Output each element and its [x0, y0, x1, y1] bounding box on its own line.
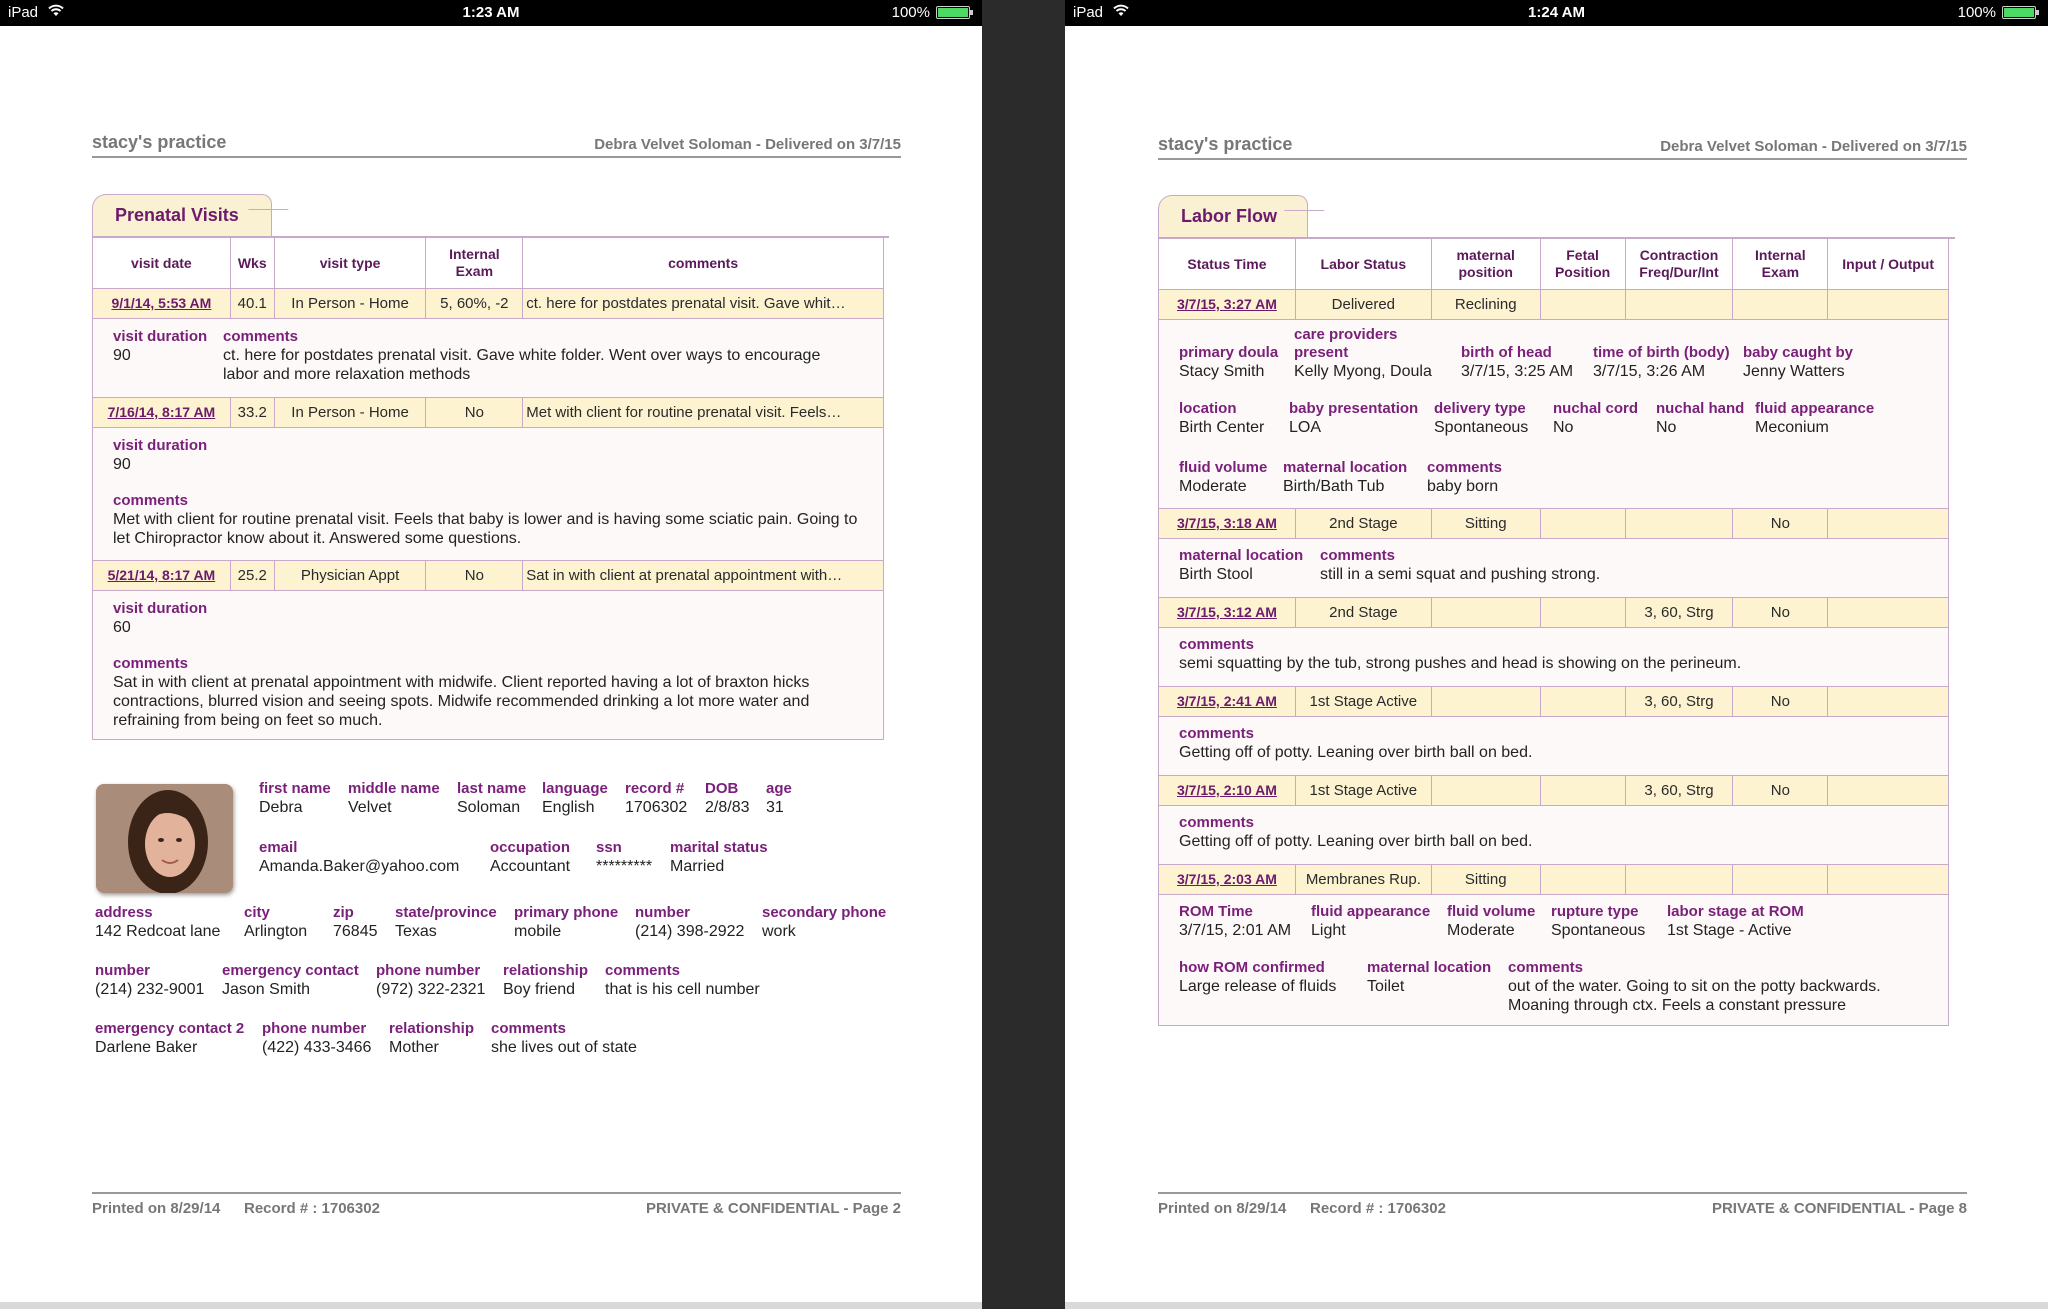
field-label: visit duration	[113, 600, 208, 617]
contraction-cell: 3, 60, Strg	[1625, 687, 1733, 717]
page-footer	[1158, 1192, 1967, 1217]
field-value: Velvet	[348, 799, 392, 816]
field-value: Stacy Smith	[1179, 363, 1265, 380]
field-value: ct. here for postdates prenatal visit. Gave white folder. Went over ways to encourage labor and more relaxation methods	[223, 347, 821, 383]
field-value: Toilet	[1367, 978, 1405, 995]
field-label: relationship	[503, 962, 589, 979]
maternal-position-cell	[1431, 687, 1540, 717]
field-label: baby presentation	[1289, 400, 1419, 417]
field-label: time of birth (body)	[1593, 344, 1730, 361]
right-ipad-screen	[1065, 0, 2048, 1309]
battery-percent: 100%	[1957, 4, 1996, 21]
input-output-cell	[1828, 598, 1949, 628]
column-header: maternal position	[1431, 239, 1540, 290]
field-label: baby caught by	[1743, 344, 1854, 361]
table-row[interactable]	[1159, 290, 1949, 320]
device-name: iPad	[8, 4, 39, 21]
field-label: fluid appearance	[1755, 400, 1875, 417]
field-label: email	[259, 839, 298, 856]
field-label: comments	[1179, 636, 1255, 653]
fetal-position-cell	[1540, 776, 1625, 806]
table-header-row	[1159, 239, 1949, 290]
internal-exam-cell: 5, 60%, -2	[426, 289, 523, 319]
fetal-position-cell	[1540, 598, 1625, 628]
contraction-cell	[1625, 509, 1733, 539]
internal-exam-cell: No	[426, 561, 523, 591]
field-label: nuchal hand	[1656, 400, 1745, 417]
status-bar	[0, 0, 982, 26]
internal-exam-cell: No	[1733, 509, 1828, 539]
page-header	[92, 106, 901, 158]
report-page	[1065, 26, 2048, 1309]
weeks-cell: 25.2	[230, 561, 274, 591]
internal-exam-cell: No	[1733, 687, 1828, 717]
labor-details-row	[1159, 717, 1949, 776]
visit-details-row	[93, 428, 884, 561]
status-time-link[interactable]: 3/7/15, 3:12 AM	[1177, 604, 1277, 620]
column-header: comments	[523, 238, 884, 289]
field-label: address	[95, 904, 153, 921]
status-time-link[interactable]: 3/7/15, 2:41 AM	[1177, 693, 1277, 709]
left-ipad-screen	[0, 0, 982, 1309]
battery-icon	[2002, 6, 2036, 19]
labor-status-cell: Membranes Rup.	[1295, 865, 1431, 895]
field-value: 3/7/15, 3:25 AM	[1461, 363, 1574, 380]
field-label: first name	[259, 780, 331, 797]
contraction-cell: 3, 60, Strg	[1625, 776, 1733, 806]
fetal-position-cell	[1540, 687, 1625, 717]
field-label: location	[1179, 400, 1237, 417]
table-row[interactable]	[1159, 598, 1949, 628]
contraction-cell	[1625, 290, 1733, 320]
page-number: PRIVATE & CONFIDENTIAL - Page 8	[1711, 1200, 1967, 1217]
field-label: comments	[223, 328, 299, 345]
column-header: Status Time	[1159, 239, 1296, 290]
field-label: maternal location	[1179, 547, 1304, 564]
visit-type-cell: In Person - Home	[274, 289, 426, 319]
labor-details-row	[1159, 320, 1949, 509]
labor-flow-section-tab	[1158, 195, 1955, 239]
maternal-position-cell	[1431, 776, 1540, 806]
field-label: fluid volume	[1447, 903, 1536, 920]
page-header	[1158, 108, 1967, 160]
fetal-position-cell	[1540, 865, 1625, 895]
field-value: mobile	[514, 923, 562, 940]
field-value: Soloman	[457, 799, 521, 816]
screen-divider	[982, 0, 1065, 1309]
status-bar	[1065, 0, 2048, 26]
labor-details-row	[1159, 539, 1949, 598]
field-label: phone number	[376, 962, 481, 979]
field-label: visit duration	[113, 328, 208, 345]
input-output-cell	[1828, 290, 1949, 320]
internal-exam-cell: No	[1733, 776, 1828, 806]
column-header: Internal Exam	[1733, 239, 1828, 290]
column-header: Internal Exam	[426, 238, 523, 289]
field-label: care providers present	[1294, 326, 1398, 361]
labor-status-cell: 1st Stage Active	[1295, 776, 1431, 806]
field-label: ssn	[596, 839, 622, 856]
field-value: Moderate	[1447, 922, 1515, 939]
visit-type-cell: In Person - Home	[274, 398, 426, 428]
field-value: 90	[113, 456, 131, 473]
field-label: nuchal cord	[1553, 400, 1639, 417]
visit-date-link[interactable]: 5/21/14, 8:17 AM	[107, 567, 216, 583]
table-header-row	[93, 238, 884, 289]
field-value: 3/7/15, 3:26 AM	[1593, 363, 1706, 380]
field-label: number	[635, 904, 691, 921]
column-header: Fetal Position	[1540, 239, 1625, 290]
field-value: (422) 433-3466	[262, 1039, 372, 1056]
internal-exam-cell: No	[426, 398, 523, 428]
battery-icon	[936, 6, 970, 19]
field-value: Kelly Myong, Doula	[1294, 363, 1432, 380]
field-label: emergency contact	[222, 962, 359, 979]
visit-details-row	[93, 319, 884, 398]
status-time-link[interactable]: 3/7/15, 2:10 AM	[1177, 782, 1277, 798]
field-value: work	[762, 923, 796, 940]
labor-details-row	[1159, 895, 1949, 1026]
field-value: No	[1656, 419, 1677, 436]
field-value: Darlene Baker	[95, 1039, 198, 1056]
field-label: comments	[1427, 459, 1503, 476]
table-row[interactable]	[93, 289, 884, 319]
field-label: secondary phone	[762, 904, 887, 921]
field-value: Birth Stool	[1179, 566, 1253, 583]
section-title: Prenatal Visits	[92, 194, 272, 238]
table-row[interactable]	[1159, 509, 1949, 539]
client-heading: Debra Velvet Soloman - Delivered on 3/7/15	[594, 136, 901, 153]
field-label: number	[95, 962, 151, 979]
comments-cell: ct. here for postdates prenatal visit. Gave whit…	[523, 289, 884, 319]
device-name: iPad	[1073, 4, 1104, 21]
field-value: Met with client for routine prenatal visit. Feels that baby is lower and is having some sciatic pain. Going to let Chiropractor know about it. Answered some questions.	[113, 511, 858, 547]
field-label: relationship	[389, 1020, 475, 1037]
field-value: Married	[670, 858, 725, 875]
field-value: 1st Stage - Active	[1667, 922, 1792, 939]
field-value: 2/8/83	[705, 799, 750, 816]
field-label: last name	[457, 780, 527, 797]
field-label: comments	[491, 1020, 567, 1037]
maternal-position-cell: Reclining	[1431, 290, 1540, 320]
visit-date-link[interactable]: 9/1/14, 5:53 AM	[111, 295, 212, 311]
field-label: comments	[1179, 814, 1255, 831]
field-value: English	[542, 799, 595, 816]
field-label: marital status	[670, 839, 768, 856]
printed-date: Printed on 8/29/14	[92, 1200, 221, 1217]
report-page	[0, 26, 982, 1309]
maternal-position-cell: Sitting	[1431, 509, 1540, 539]
field-value: Large release of fluids	[1179, 978, 1337, 995]
field-value: No	[1553, 419, 1574, 436]
field-label: maternal location	[1283, 459, 1408, 476]
input-output-cell	[1828, 509, 1949, 539]
weeks-cell: 40.1	[230, 289, 274, 319]
labor-status-cell: 2nd Stage	[1295, 598, 1431, 628]
field-label: maternal location	[1367, 959, 1492, 976]
status-time-link[interactable]: 3/7/15, 3:27 AM	[1177, 296, 1277, 312]
field-value: Boy friend	[503, 981, 576, 998]
page-footer	[92, 1192, 901, 1217]
labor-status-cell: 2nd Stage	[1295, 509, 1431, 539]
field-value: 60	[113, 619, 131, 636]
field-label: comments	[113, 492, 189, 509]
field-label: comments	[605, 962, 681, 979]
field-label: comments	[113, 655, 189, 672]
maternal-position-cell: Sitting	[1431, 865, 1540, 895]
field-label: fluid appearance	[1311, 903, 1431, 920]
field-value: Amanda.Baker@yahoo.com	[259, 858, 460, 875]
field-value: Arlington	[244, 923, 308, 940]
field-value: Sat in with client at prenatal appointment with midwife. Client reported having a lot of braxton hicks contractions, blurred vision and seeing spots. Midwife recommended drinking a lot more water and refraining from being on feet so much.	[113, 674, 810, 729]
field-value: Birth Center	[1179, 419, 1265, 436]
maternal-position-cell	[1431, 598, 1540, 628]
visit-type-cell: Physician Appt	[274, 561, 426, 591]
avatar	[96, 784, 233, 893]
field-label: DOB	[705, 780, 739, 797]
column-header: Wks	[230, 238, 274, 289]
table-row[interactable]	[1159, 776, 1949, 806]
contraction-cell	[1625, 865, 1733, 895]
column-header: Contraction Freq/Dur/Int	[1625, 239, 1733, 290]
labor-flow-table	[1158, 238, 1949, 1026]
field-label: emergency contact 2	[95, 1020, 245, 1037]
labor-details-row	[1159, 806, 1949, 865]
field-value: Spontaneous	[1551, 922, 1646, 939]
battery-percent: 100%	[891, 4, 930, 21]
field-value: Spontaneous	[1434, 419, 1529, 436]
field-label: primary doula	[1179, 344, 1279, 361]
field-label: comments	[1508, 959, 1584, 976]
field-value: baby born	[1427, 478, 1499, 495]
field-value: Debra	[259, 799, 303, 816]
clock: 1:24 AM	[1528, 4, 1585, 21]
field-value: she lives out of state	[491, 1039, 637, 1056]
status-time-link[interactable]: 3/7/15, 3:18 AM	[1177, 515, 1277, 531]
field-value: (972) 322-2321	[376, 981, 486, 998]
practice-name: stacy's practice	[92, 132, 227, 152]
field-value: LOA	[1289, 419, 1322, 436]
field-label: zip	[333, 904, 354, 921]
field-label: comments	[1179, 725, 1255, 742]
field-value: Texas	[395, 923, 437, 940]
field-label: birth of head	[1461, 344, 1552, 361]
visit-details-row	[93, 591, 884, 740]
internal-exam-cell	[1733, 865, 1828, 895]
input-output-cell	[1828, 687, 1949, 717]
footer-record: Record # : 1706302	[244, 1200, 380, 1217]
fetal-position-cell	[1540, 509, 1625, 539]
field-value: Moderate	[1179, 478, 1247, 495]
field-label: visit duration	[113, 437, 208, 454]
field-value: Getting off of potty. Leaning over birth ball on bed.	[1179, 833, 1533, 850]
visit-date-link[interactable]: 7/16/14, 8:17 AM	[107, 404, 216, 420]
field-label: age	[766, 780, 792, 797]
field-label: middle name	[348, 780, 440, 797]
column-header: visit type	[274, 238, 426, 289]
field-value: Birth/Bath Tub	[1283, 478, 1385, 495]
column-header: visit date	[93, 238, 231, 289]
field-value: 90	[113, 347, 131, 364]
field-label: ROM Time	[1179, 903, 1253, 920]
field-label: labor stage at ROM	[1667, 903, 1804, 920]
field-label: primary phone	[514, 904, 619, 921]
column-header: Input / Output	[1828, 239, 1949, 290]
labor-details-row	[1159, 628, 1949, 687]
field-value: 3/7/15, 2:01 AM	[1179, 922, 1292, 939]
field-label: comments	[1320, 547, 1396, 564]
footer-record: Record # : 1706302	[1310, 1200, 1446, 1217]
input-output-cell	[1828, 865, 1949, 895]
labor-status-cell: Delivered	[1295, 290, 1431, 320]
comments-cell: Met with client for routine prenatal visit. Feels…	[523, 398, 884, 428]
weeks-cell: 33.2	[230, 398, 274, 428]
field-label: rupture type	[1551, 903, 1639, 920]
field-value: 76845	[333, 923, 378, 940]
table-row[interactable]	[1159, 687, 1949, 717]
input-output-cell	[1828, 776, 1949, 806]
prenatal-visits-table	[92, 237, 884, 740]
field-value: (214) 398-2922	[635, 923, 745, 940]
field-label: occupation	[490, 839, 571, 856]
fetal-position-cell	[1540, 290, 1625, 320]
prenatal-section-tab	[92, 194, 889, 238]
field-label: state/province	[395, 904, 497, 921]
client-photo	[96, 784, 233, 893]
field-value: (214) 232-9001	[95, 981, 205, 998]
table-row[interactable]	[93, 398, 884, 428]
table-row[interactable]	[93, 561, 884, 591]
field-value: Light	[1311, 922, 1346, 939]
client-heading: Debra Velvet Soloman - Delivered on 3/7/15	[1660, 138, 1967, 155]
field-label: how ROM confirmed	[1179, 959, 1325, 976]
table-row[interactable]	[1159, 865, 1949, 895]
field-value: semi squatting by the tub, strong pushes and head is showing on the perineum.	[1179, 655, 1742, 672]
page-number: PRIVATE & CONFIDENTIAL - Page 2	[645, 1200, 901, 1217]
contraction-cell: 3, 60, Strg	[1625, 598, 1733, 628]
practice-name: stacy's practice	[1158, 134, 1293, 154]
comments-cell: Sat in with client at prenatal appointment with…	[523, 561, 884, 591]
status-time-link[interactable]: 3/7/15, 2:03 AM	[1177, 871, 1277, 887]
internal-exam-cell	[1733, 290, 1828, 320]
field-value: that is his cell number	[605, 981, 760, 998]
field-value: Meconium	[1755, 419, 1829, 436]
field-value: Jenny Watters	[1743, 363, 1845, 380]
labor-status-cell: 1st Stage Active	[1295, 687, 1431, 717]
field-value: still in a semi squat and pushing strong.	[1320, 566, 1601, 583]
field-value: Getting off of potty. Leaning over birth ball on bed.	[1179, 744, 1533, 761]
field-value: Mother	[389, 1039, 439, 1056]
field-label: language	[542, 780, 608, 797]
field-value: 142 Redcoat lane	[95, 923, 221, 940]
internal-exam-cell: No	[1733, 598, 1828, 628]
field-label: delivery type	[1434, 400, 1526, 417]
field-label: phone number	[262, 1020, 367, 1037]
field-value: 31	[766, 799, 784, 816]
field-value: Accountant	[490, 858, 571, 875]
column-header: Labor Status	[1295, 239, 1431, 290]
field-label: record #	[625, 780, 685, 797]
field-value: out of the water. Going to sit on the potty backwards. Moaning through ctx. Feels a constant pressure	[1508, 978, 1881, 1014]
field-value: 1706302	[625, 799, 688, 816]
field-label: fluid volume	[1179, 459, 1268, 476]
field-value: *********	[596, 858, 653, 875]
field-label: city	[244, 904, 270, 921]
field-value: Jason Smith	[222, 981, 311, 998]
section-title: Labor Flow	[1158, 195, 1308, 239]
clock: 1:23 AM	[462, 4, 520, 21]
printed-date: Printed on 8/29/14	[1158, 1200, 1287, 1217]
